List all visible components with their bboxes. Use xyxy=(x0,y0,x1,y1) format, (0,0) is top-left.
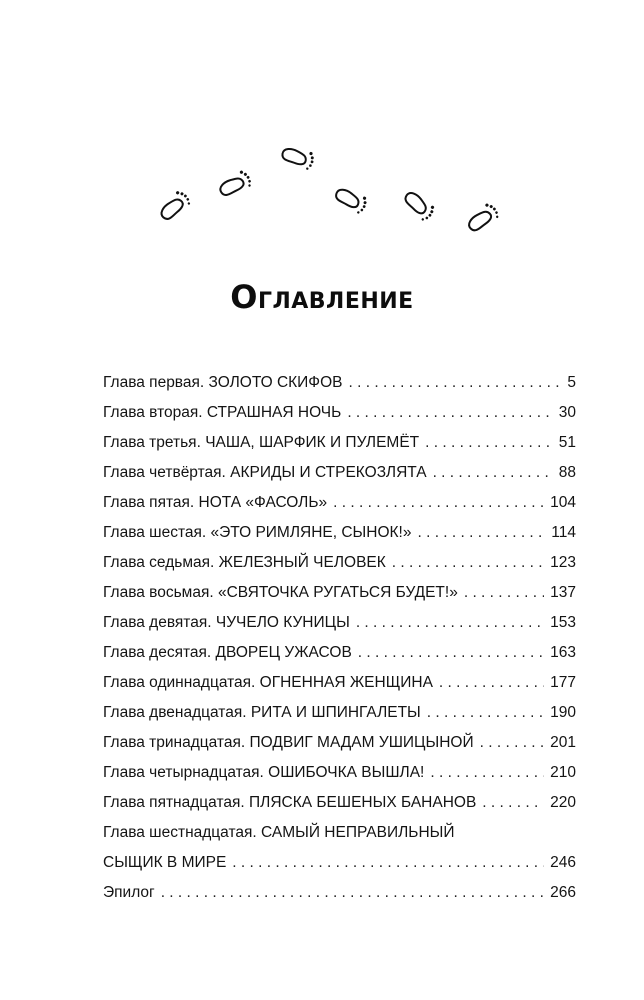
toc-entry xyxy=(103,368,576,398)
chapter-title: ЗОЛОТО СКИФОВ xyxy=(208,374,343,391)
dot-leader xyxy=(347,398,552,428)
footprint-icon xyxy=(281,147,316,171)
chapter-number: Глава одиннадцатая. xyxy=(103,674,256,691)
toc-entry xyxy=(103,458,576,488)
page-number: 114 xyxy=(551,524,576,541)
page-number: 5 xyxy=(567,374,576,391)
chapter-title: ОШИБОЧКА ВЫШЛА! xyxy=(268,764,425,781)
page-number: 266 xyxy=(550,884,576,901)
chapter-number: Глава первая. xyxy=(103,374,205,391)
footprint-icon xyxy=(333,187,369,215)
footprint-icon xyxy=(218,169,255,202)
toc-entry xyxy=(103,668,576,698)
chapter-title: ОГНЕННАЯ ЖЕНЩИНА xyxy=(259,674,433,691)
chapter-number: Глава десятая. xyxy=(103,644,212,661)
dot-leader xyxy=(433,458,553,488)
toc-entry xyxy=(103,518,576,548)
toc-entry xyxy=(103,698,576,728)
page-number: 190 xyxy=(550,704,576,721)
page-number: 123 xyxy=(550,554,576,571)
chapter-title: САМЫЙ НЕПРАВИЛЬНЫЙ xyxy=(261,824,455,841)
toc-entry xyxy=(103,548,576,578)
dot-leader xyxy=(464,578,544,608)
footprint-icon xyxy=(158,189,193,225)
page-number: 104 xyxy=(550,494,576,511)
chapter-number: Глава третья. xyxy=(103,434,201,451)
chapter-title: СТРАШНАЯ НОЧЬ xyxy=(206,404,342,421)
chapter-number: Глава вторая. xyxy=(103,404,203,421)
chapter-title: ПЛЯСКА БЕШЕНЫХ БАНАНОВ xyxy=(249,794,477,811)
dot-leader xyxy=(333,488,544,518)
chapter-number: Глава двенадцатая. xyxy=(103,704,247,721)
page-number: 177 xyxy=(550,674,576,691)
page-number: 220 xyxy=(550,794,576,811)
chapter-title: АКРИДЫ И СТРЕКОЗЛЯТА xyxy=(230,464,427,481)
toc-entry xyxy=(103,728,576,758)
chapter-number: Глава пятая. xyxy=(103,494,195,511)
dot-leader xyxy=(232,848,544,878)
chapter-number: Глава девятая. xyxy=(103,614,212,631)
page-number: 163 xyxy=(550,644,576,661)
toc-entry xyxy=(103,758,576,788)
chapter-title: «ЭТО РИМЛЯНЕ, СЫНОК!» xyxy=(210,524,412,541)
epilogue-label: Эпилог xyxy=(103,884,155,901)
dot-leader xyxy=(358,638,544,668)
dot-leader xyxy=(349,368,562,398)
chapter-number: Глава тринадцатая. xyxy=(103,734,246,751)
dot-leader xyxy=(417,518,545,548)
page-number: 137 xyxy=(550,584,576,601)
page-number: 88 xyxy=(558,464,576,481)
chapter-title-continued: СЫЩИК В МИРЕ xyxy=(103,854,227,871)
toc-entry xyxy=(103,578,576,608)
chapter-title: ЧУЧЕЛО КУНИЦЫ xyxy=(215,614,350,631)
dot-leader xyxy=(482,788,544,818)
dot-leader xyxy=(439,668,544,698)
chapter-number: Глава шестая. xyxy=(103,524,207,541)
dot-leader xyxy=(161,878,544,908)
chapter-number: Глава шестнадцатая. xyxy=(103,824,257,841)
toc-entry xyxy=(103,428,576,458)
chapter-title: ДВОРЕЦ УЖАСОВ xyxy=(215,644,352,661)
dot-leader xyxy=(392,548,544,578)
page-title: Оглавление xyxy=(230,278,414,316)
chapter-number: Глава пятнадцатая. xyxy=(103,794,245,811)
toc-entry xyxy=(103,398,576,428)
chapter-number: Глава четвёртая. xyxy=(103,464,226,481)
page-number: 30 xyxy=(558,404,576,421)
chapter-number: Глава восьмая. xyxy=(103,584,214,601)
dot-leader xyxy=(430,758,544,788)
chapter-title: ЖЕЛЕЗНЫЙ ЧЕЛОВЕК xyxy=(218,554,386,571)
footprint-icon xyxy=(466,201,501,236)
dot-leader xyxy=(480,728,545,758)
toc-entry xyxy=(103,818,576,878)
chapter-number: Глава седьмая. xyxy=(103,554,215,571)
dot-leader xyxy=(427,698,544,728)
page-number: 210 xyxy=(550,764,576,781)
page-number: 246 xyxy=(550,854,576,871)
table-of-contents xyxy=(103,368,576,908)
chapter-title: «СВЯТОЧКА РУГАТЬСЯ БУДЕТ!» xyxy=(217,584,458,601)
footprint-icon xyxy=(400,190,437,223)
toc-entry-epilogue xyxy=(103,878,576,908)
toc-entry xyxy=(103,788,576,818)
page-number: 51 xyxy=(558,434,576,451)
toc-entry xyxy=(103,638,576,668)
footprints-decoration xyxy=(0,0,644,260)
page-number: 153 xyxy=(550,614,576,631)
toc-entry xyxy=(103,488,576,518)
chapter-title: РИТА И ШПИНГАЛЕТЫ xyxy=(250,704,421,721)
dot-leader xyxy=(425,428,553,458)
toc-entry xyxy=(103,608,576,638)
chapter-title: ПОДВИГ МАДАМ УШИЦЫНОЙ xyxy=(249,734,474,751)
chapter-title: ЧАША, ШАРФИК И ПУЛЕМЁТ xyxy=(205,434,420,451)
dot-leader xyxy=(356,608,544,638)
page-number: 201 xyxy=(550,734,576,751)
chapter-number: Глава четырнадцатая. xyxy=(103,764,264,781)
chapter-title: НОТА «ФАСОЛЬ» xyxy=(198,494,328,511)
